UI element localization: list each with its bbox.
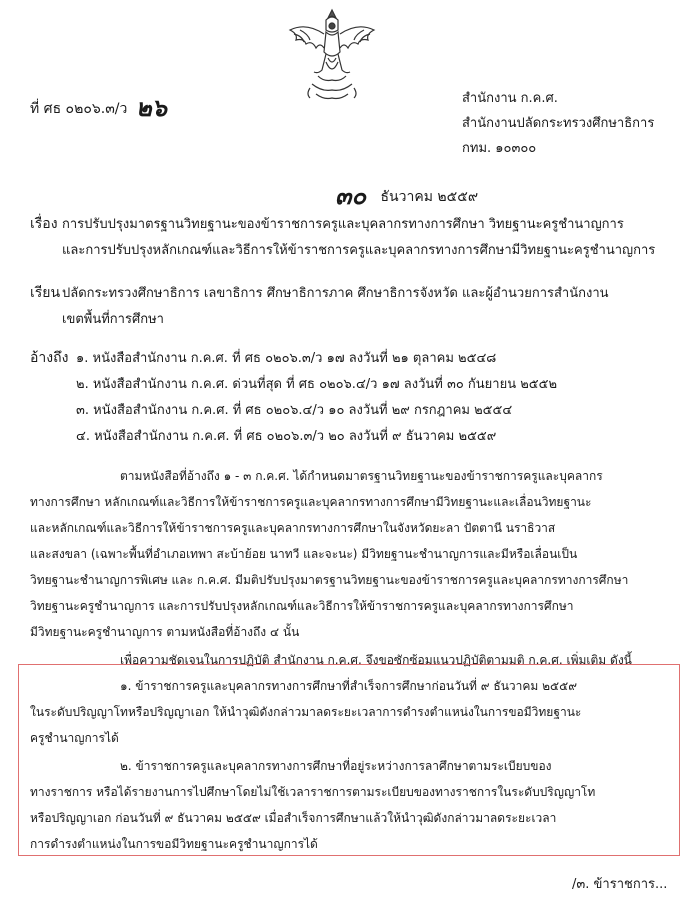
- reference-item: ๑. หนังสือสำนักงาน ก.ค.ศ. ที่ ศธ ๐๒๐๖.๓/ว ๑๗ ลงวันที่ ๒๑ ตุลาคม ๒๕๔๘: [76, 351, 497, 366]
- recipient-line-2: เขตพื้นที่การศึกษา: [62, 312, 164, 327]
- office-line-3: กทม. ๑๐๓๐๐: [462, 141, 537, 156]
- item2-line: ทางราชการ หรือได้รายงานการไปศึกษาโดยไม่ใช้เวลาราชการตามระเบียบของทางราชการในระดับปริญญาโท: [30, 785, 596, 799]
- paragraph1-line: และหลักเกณฑ์และวิธีการให้ข้าราชการครูและบุคลากรทางการศึกษาในจังหวัดยะลา ปัตตานี นราธิวาส: [30, 521, 556, 535]
- references-label: อ้างถึง: [30, 350, 69, 366]
- reference-item: ๓. หนังสือสำนักงาน ก.ค.ศ. ที่ ศธ ๐๒๐๖.๔/ว ๑๐ ลงวันที่ ๒๙ กรกฎาคม ๒๕๕๔: [76, 403, 513, 418]
- reference-item: ๒. หนังสือสำนักงาน ก.ค.ศ. ด่วนที่สุด ที่ ศธ ๐๒๐๖.๔/ว ๑๗ ลงวันที่ ๓๐ กันยายน ๒๕๕๒: [76, 377, 558, 392]
- item2-line: ๒. ข้าราชการครูและบุคลากรทางการศึกษาที่อยู่ระหว่างการลาศึกษาตามระเบียบของ: [120, 759, 552, 773]
- garuda-emblem: [282, 4, 382, 104]
- item2-line: การดำรงตำแหน่งในการขอมีวิทยฐานะครูชำนาญการได้: [30, 837, 318, 851]
- paragraph1-line: วิทยฐานะชำนาญการพิเศษ และ ก.ค.ศ. มีมติปรับปรุงมาตรฐานวิทยฐานะของข้าราชการครูและบุคลากรทางการศึกษา: [30, 573, 629, 587]
- subject-label: เรื่อง: [30, 216, 58, 232]
- item1-line: ครูชำนาญการได้: [30, 731, 119, 745]
- date-month-year: ธันวาคม ๒๕๕๙: [380, 189, 479, 205]
- reference-item: ๔. หนังสือสำนักงาน ก.ค.ศ. ที่ ศธ ๐๒๐๖.๓/ว ๒๐ ลงวันที่ ๙ ธันวาคม ๒๕๕๙: [76, 429, 497, 444]
- paragraph1-line: มีวิทยฐานะครูชำนาญการ ตามหนังสือที่อ้างถึง ๔ นั้น: [30, 625, 300, 639]
- paragraph1-line: ตามหนังสือที่อ้างถึง ๑ - ๓ ก.ค.ศ. ได้กำหนดมาตรฐานวิทยฐานะของข้าราชการครูและบุคลากร: [120, 469, 603, 483]
- document-date: [335, 176, 478, 215]
- date-handwritten-day: ๓๐: [335, 182, 367, 210]
- paragraph1-line: ทางการศึกษา หลักเกณฑ์และวิธีการให้ข้าราชการครูและบุคลากรทางการศึกษามีวิทยฐานะและเลื่อนวิทยฐานะ: [30, 495, 592, 509]
- subject-line-2: และการปรับปรุงหลักเกณฑ์และวิธีการให้ข้าราชการครูและบุคลากรทางการศึกษามีวิทยฐานะครูชำนาญการ: [62, 243, 656, 258]
- subject-line-1: การปรับปรุงมาตรฐานวิทยฐานะของข้าราชการครูและบุคลากรทางการศึกษา วิทยฐานะครูชำนาญการ: [62, 217, 624, 232]
- recipient-label: เรียน: [30, 285, 61, 301]
- reference-prefix: ที่ ศธ ๐๒๐๖.๓/ว: [30, 101, 128, 117]
- item2-line: หรือปริญญาเอก ก่อนวันที่ ๙ ธันวาคม ๒๕๕๙ เมื่อสำเร็จการศึกษาแล้วให้นำวุฒิดังกล่าวมาลดระยะเวลา: [30, 811, 557, 825]
- page-continuation: /๓. ข้าราชการ...: [572, 877, 668, 892]
- paragraph2: เพื่อความชัดเจนในการปฏิบัติ สำนักงาน ก.ค.ศ. จึงขอซักซ้อมแนวปฏิบัติตามมติ ก.ค.ศ. เพิ่มเติม ดังนี้: [120, 653, 632, 667]
- office-line-2: สำนักงานปลัดกระทรวงศึกษาธิการ: [462, 116, 655, 131]
- item1-line: ๑. ข้าราชการครูและบุคลากรทางการศึกษาที่สำเร็จการศึกษาก่อนวันที่ ๙ ธันวาคม ๒๕๕๙: [120, 679, 578, 693]
- paragraph1-line: วิทยฐานะครูชำนาญการ และการปรับปรุงหลักเกณฑ์และวิธีการให้ข้าราชการครูและบุคลากรทางการศึกษา: [30, 599, 574, 613]
- item1-line: ในระดับปริญญาโทหรือปริญญาเอก ให้นำวุฒิดังกล่าวมาลดระยะเวลาการดำรงตำแหน่งในการขอมีวิทยฐานะ: [30, 705, 582, 719]
- paragraph1-line: และสงขลา (เฉพาะพื้นที่อำเภอเทพา สะบ้าย้อย นาทวี และจะนะ) มีวิทยฐานะชำนาญการและมีหรือเลื่อนเป็น: [30, 547, 578, 561]
- office-line-1: สำนักงาน ก.ค.ศ.: [462, 91, 558, 106]
- recipient-line-1: ปลัดกระทรวงศึกษาธิการ เลขาธิการ ศึกษาธิการภาค ศึกษาธิการจังหวัด และผู้อำนวยการสำนักงาน: [62, 286, 609, 301]
- document-reference-number: [30, 88, 167, 127]
- reference-handwritten-number: ๒๖: [135, 94, 167, 122]
